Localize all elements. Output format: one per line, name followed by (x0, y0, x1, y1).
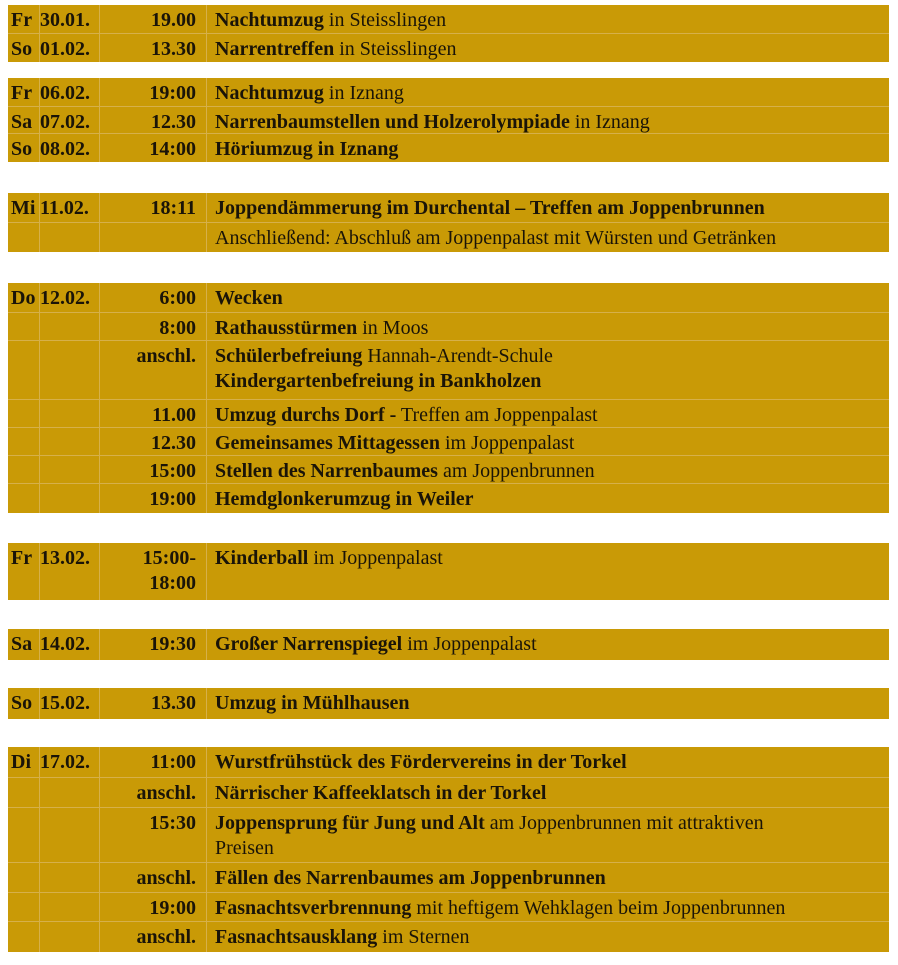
event-description (215, 866, 885, 891)
event-title: Wurstfrühstück des Fördervereins in der Torkel (215, 751, 627, 773)
event-time (137, 866, 196, 891)
column-divider (206, 428, 207, 455)
event-time (149, 896, 196, 921)
event-time-line: anschl. (136, 345, 196, 367)
column-divider (206, 5, 207, 33)
column-divider (39, 893, 40, 921)
event-row (8, 629, 889, 660)
column-divider (206, 341, 207, 399)
column-divider (39, 922, 40, 952)
column-divider (206, 778, 207, 807)
event-description (215, 431, 885, 456)
event-time (151, 8, 196, 33)
event-location-text: in Iznang (323, 82, 404, 104)
event-location-text: mit heftigem Wehklagen beim Joppenbrunnen (411, 897, 786, 919)
event-location-text: Preisen (215, 837, 274, 859)
event-time (149, 811, 196, 836)
event-row (8, 777, 889, 807)
event-description (215, 196, 885, 221)
column-divider (99, 893, 100, 921)
event-time (149, 137, 196, 162)
event-title: Gemeinsames Mittagessen (215, 432, 440, 454)
event-block (8, 5, 889, 62)
event-time-line: 19:00 (149, 82, 196, 104)
column-divider (99, 134, 100, 162)
event-time (149, 459, 196, 484)
event-row (8, 747, 889, 777)
description-line (215, 8, 885, 33)
event-row (8, 807, 889, 862)
event-time-line: 8:00 (159, 317, 196, 339)
event-time (149, 81, 196, 106)
event-description (215, 459, 885, 484)
event-title: Fasnachtsausklang (215, 926, 378, 948)
event-location-text: Hannah-Arendt-Schule (362, 345, 553, 367)
event-time-line: 12.30 (151, 432, 196, 454)
event-time-line: 19:00 (149, 488, 196, 510)
event-date: 15.02. (40, 692, 90, 714)
event-time-line: anschl. (136, 782, 196, 804)
description-line (215, 37, 885, 62)
event-title: Kindergartenbefreiung in Bankholzen (215, 370, 542, 392)
event-description (215, 691, 885, 716)
column-divider (99, 313, 100, 340)
column-divider (206, 78, 207, 106)
event-row (8, 921, 889, 952)
column-divider (99, 341, 100, 399)
column-divider (206, 283, 207, 312)
column-divider (206, 688, 207, 719)
event-time-line: 18:11 (150, 197, 196, 219)
description-line (215, 226, 885, 251)
event-time-line: 11:00 (150, 751, 196, 773)
event-row (8, 312, 889, 340)
event-location-text: im Joppenpalast (439, 432, 575, 454)
weekday: So (11, 38, 33, 60)
column-divider (99, 107, 100, 133)
weekday: Di (11, 751, 31, 773)
event-location-text: im Sternen (377, 926, 470, 948)
event-description (215, 781, 885, 806)
event-description (215, 316, 885, 341)
event-description (215, 81, 885, 106)
column-divider (206, 34, 207, 62)
event-time-line: anschl. (136, 926, 196, 948)
description-line (215, 750, 885, 775)
event-title: Hemdglonkerumzug in Weiler (215, 488, 474, 510)
event-title: Narrentreffen (215, 38, 335, 60)
column-divider (99, 629, 100, 660)
event-block (8, 78, 889, 162)
event-time (151, 431, 196, 456)
event-title: Fällen des Narrenbaumes am Joppenbrunnen (215, 867, 606, 889)
weekday: So (11, 138, 33, 160)
event-row (8, 340, 889, 399)
description-line (215, 316, 885, 341)
column-divider (39, 223, 40, 252)
event-location-text: im Joppenpalast (308, 547, 443, 569)
event-time-line: 14:00 (149, 138, 196, 160)
event-title: Umzug in Mühlhausen (215, 692, 410, 714)
weekday: Fr (11, 547, 33, 569)
event-time (151, 37, 196, 62)
column-divider (99, 193, 100, 222)
event-time (159, 286, 196, 311)
event-row (8, 283, 889, 312)
column-divider (99, 283, 100, 312)
description-line (215, 811, 885, 836)
event-description (215, 632, 885, 657)
event-block (8, 283, 889, 513)
event-title: Närrischer Kaffeeklatsch in der Torkel (215, 782, 547, 804)
event-time-line: 15:30 (149, 812, 196, 834)
description-line (215, 110, 885, 135)
event-title: Stellen des Narrenbaumes (215, 460, 438, 482)
column-divider (206, 629, 207, 660)
description-line (215, 369, 885, 394)
weekday: Do (11, 287, 36, 309)
event-time (152, 403, 196, 428)
description-line (215, 344, 885, 369)
event-title: Schülerbefreiung (215, 345, 363, 367)
event-block (8, 193, 889, 252)
column-divider (39, 428, 40, 455)
column-divider (206, 484, 207, 513)
event-time (137, 925, 196, 950)
column-divider (39, 808, 40, 862)
event-date: 11.02. (40, 197, 89, 219)
weekday: Fr (11, 9, 33, 31)
event-title: Höriumzug in Iznang (215, 138, 399, 160)
event-title: Rathausstürmen (215, 317, 358, 339)
event-location-text: am Joppenbrunnen (437, 460, 595, 482)
column-divider (39, 400, 40, 427)
event-row (8, 483, 889, 513)
event-time-line: 15:00 (149, 460, 196, 482)
description-line (215, 546, 885, 571)
event-title: Kinderball (215, 547, 309, 569)
event-time (150, 750, 196, 775)
column-divider (99, 688, 100, 719)
event-time-line: 19.00 (151, 9, 196, 31)
event-title: Joppensprung für Jung und Alt (215, 812, 485, 834)
event-row (8, 892, 889, 921)
event-time-line: anschl. (136, 867, 196, 889)
event-description (215, 8, 885, 33)
event-time-line: 11.00 (152, 404, 196, 426)
event-time-line: 6:00 (159, 287, 196, 309)
event-block (8, 629, 889, 660)
event-description (215, 925, 885, 950)
column-divider (39, 484, 40, 513)
event-row (8, 5, 889, 33)
event-description (215, 137, 885, 162)
event-row (8, 193, 889, 222)
description-line (215, 487, 885, 512)
event-time (159, 316, 196, 341)
description-line (215, 137, 885, 162)
event-time (150, 196, 196, 221)
event-time-line: 15:00- (142, 547, 196, 569)
event-title: Umzug durchs Dorf - (215, 404, 397, 426)
event-row (8, 455, 889, 483)
description-line (215, 403, 885, 428)
column-divider (99, 863, 100, 892)
event-description (215, 546, 885, 571)
event-location-text: in Iznang (569, 111, 650, 133)
event-time-line: 19:30 (149, 633, 196, 655)
description-line (215, 896, 885, 921)
event-title: Großer Narrenspiegel (215, 633, 403, 655)
event-date: 14.02. (40, 633, 90, 655)
event-title: Narrenbaumstellen und Holzerolympiade (215, 111, 570, 133)
event-location-text: im Joppenpalast (402, 633, 537, 655)
event-date: 08.02. (40, 138, 90, 160)
event-time-line: 18:00 (149, 572, 196, 594)
column-divider (39, 456, 40, 483)
description-line (215, 632, 885, 657)
column-divider (99, 747, 100, 777)
column-divider (99, 428, 100, 455)
description-line (215, 431, 885, 456)
event-time-line: 13.30 (151, 692, 196, 714)
description-line (215, 866, 885, 891)
event-row (8, 222, 889, 252)
column-divider (39, 778, 40, 807)
column-divider (206, 863, 207, 892)
weekday: So (11, 692, 33, 714)
description-line (215, 459, 885, 484)
column-divider (206, 456, 207, 483)
event-time (137, 781, 196, 806)
event-row (8, 33, 889, 62)
column-divider (39, 863, 40, 892)
event-time (149, 632, 196, 657)
event-location-text: in Moos (357, 317, 429, 339)
column-divider (99, 78, 100, 106)
event-date: 06.02. (40, 82, 90, 104)
column-divider (99, 922, 100, 952)
event-row (8, 688, 889, 719)
event-location-text: in Steisslingen (334, 38, 457, 60)
column-divider (206, 107, 207, 133)
column-divider (99, 543, 100, 600)
column-divider (99, 223, 100, 252)
event-description (215, 226, 885, 251)
column-divider (206, 313, 207, 340)
column-divider (99, 400, 100, 427)
column-divider (206, 223, 207, 252)
event-date: 30.01. (40, 9, 90, 31)
event-description (215, 286, 885, 311)
description-line (215, 81, 885, 106)
column-divider (206, 134, 207, 162)
event-title: Wecken (215, 287, 283, 309)
event-row (8, 862, 889, 892)
event-title: Nachtumzug (215, 9, 324, 31)
weekday: Fr (11, 82, 33, 104)
event-row (8, 427, 889, 455)
description-line (215, 691, 885, 716)
column-divider (206, 543, 207, 600)
event-row (8, 399, 889, 427)
event-location-text: in Steisslingen (323, 9, 447, 31)
event-date: 07.02. (40, 111, 90, 133)
column-divider (206, 400, 207, 427)
column-divider (206, 893, 207, 921)
event-location-text: Anschließend: Abschluß am Joppenpalast mit Würsten und Getränken (215, 227, 777, 249)
event-description (215, 811, 885, 861)
event-date: 12.02. (40, 287, 90, 309)
event-row (8, 133, 889, 162)
event-time-line: 13.30 (151, 38, 196, 60)
column-divider (39, 341, 40, 399)
description-line (215, 196, 885, 221)
column-divider (99, 456, 100, 483)
column-divider (99, 34, 100, 62)
event-location-text: Treffen am Joppenpalast (396, 404, 598, 426)
event-title: Joppendämmerung im Durchental – Treffen am Joppenbrunnen (215, 197, 765, 219)
event-description (215, 487, 885, 512)
column-divider (99, 484, 100, 513)
event-row (8, 106, 889, 133)
event-time (137, 344, 196, 369)
event-date: 01.02. (40, 38, 90, 60)
column-divider (206, 922, 207, 952)
column-divider (206, 747, 207, 777)
column-divider (99, 808, 100, 862)
description-line (215, 781, 885, 806)
event-date: 13.02. (40, 547, 90, 569)
description-line (215, 286, 885, 311)
weekday: Mi (11, 197, 36, 219)
description-line (215, 836, 885, 861)
event-description (215, 344, 885, 394)
event-description (215, 750, 885, 775)
event-row (8, 78, 889, 106)
event-row (8, 543, 889, 600)
event-description (215, 896, 885, 921)
event-description (215, 403, 885, 428)
event-time-line: 12.30 (151, 111, 196, 133)
weekday: Sa (11, 633, 33, 655)
event-location-text: am Joppenbrunnen mit attraktiven (484, 812, 764, 834)
event-block (8, 747, 889, 952)
event-title: Nachtumzug (215, 82, 324, 104)
column-divider (99, 5, 100, 33)
event-block (8, 688, 889, 719)
event-date: 17.02. (40, 751, 90, 773)
weekday: Sa (11, 111, 33, 133)
description-line (215, 925, 885, 950)
column-divider (206, 808, 207, 862)
event-time (151, 691, 196, 716)
event-time (143, 546, 196, 596)
column-divider (99, 778, 100, 807)
event-time-line: 19:00 (149, 897, 196, 919)
column-divider (206, 193, 207, 222)
event-description (215, 110, 885, 135)
event-description (215, 37, 885, 62)
event-time (151, 110, 196, 135)
column-divider (39, 313, 40, 340)
event-title: Fasnachtsverbrennung (215, 897, 412, 919)
event-block (8, 543, 889, 600)
event-time (149, 487, 196, 512)
